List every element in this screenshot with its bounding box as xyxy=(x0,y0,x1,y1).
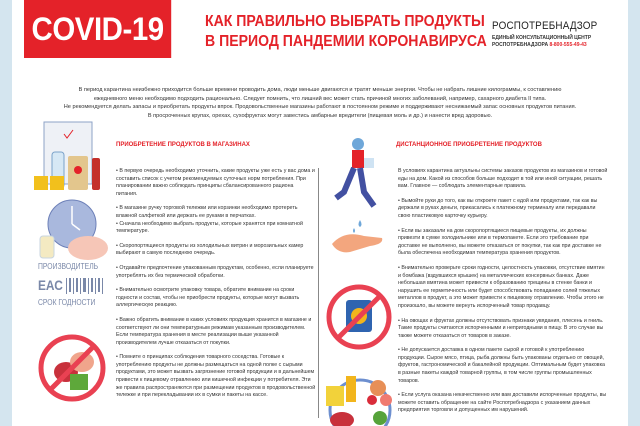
guideline-item: • Не допускается доставка в одном пакете сырой и готовой к употреблению продукции. Сырое мясо, птица, рыба должны быть упакованы отдельно от овощей, фруктов, гастрономической и бакалейной продукции. Оптимальным будет упаковка в разные пакеты каждой товарной группы, в том числе группы промышленных товаров. xyxy=(398,347,605,384)
guideline-item: • Если вы заказали на дом скоропортящиеся пищевые продукты, их должны привезти в сумке холодильнике или в термопакете. Если это требование при доставке не выполнено, вы можете отказаться от покупки, так как при доставке не была обеспечена необходимая температура хранения продуктов. xyxy=(398,227,602,257)
label-expiry: СРОК ГОДНОСТИ xyxy=(38,298,96,307)
guideline-item: • В первую очередь необходимо уточнить, какие продукты уже есть у вас дома и составить список с учетом рекомендуемых суточных норм потребления. При планировании важно соблюдать принципы сбалансированного рациона питания. xyxy=(116,168,315,197)
org-sub-line-1: ЕДИНЫЙ КОНСУЛЬТАЦИОННЫЙ ЦЕНТР xyxy=(492,35,592,41)
guideline-item: • Скоропортящиеся продукты из холодильных витрин и морозильных камер выбирают в самую последнюю очередь. xyxy=(116,242,304,257)
section-title-delivery: ДИСТАНЦИОННОЕ ПРИОБРЕТЕНИЕ ПРОДУКТОВ xyxy=(396,142,542,148)
guideline-item: • Важно обратить внимание в каких условиях продукция хранится в магазине и соответствуют ли они температурным режимам указанным производителем. Если температура хранения в месте реализации выше указанной производителем лучше отказаться от покупки. xyxy=(116,316,312,346)
hotline-phone: 8-800-555-49-43 xyxy=(549,42,587,48)
no-damaged-package-icon xyxy=(326,282,392,352)
intro-text xyxy=(30,86,610,120)
clock-chicken-icon xyxy=(34,196,114,266)
guideline-item: • На овощах и фруктах должны отсутствовать признаки увядания, плесень и гниль. Такие продукты считаются испорченными и непригодными в пищу. В это случае вы также можете отказаться от товаров в заказе. xyxy=(398,317,604,339)
frame-left-border xyxy=(0,0,12,426)
delivery-guidelines xyxy=(398,168,608,422)
guideline-item: • В магазине ручку торговой тележки или корзинки необходимо протереть влажной салфеткой или держать ее руками в перчатках. • Сначала необходимо выбрать продукты, которые хранятся при комнатной температуре. xyxy=(116,205,303,235)
intro-line-1: В период карантина неизбежно приходится больше времени проводить дома, люди меньше двигаются и тратят меньше энергии. Чтобы не набрать лишние килограммы, к составлению xyxy=(78,87,562,93)
page-title xyxy=(205,12,487,52)
label-manufacturer: ПРОИЗВОДИТЕЛЬ xyxy=(38,262,99,271)
guideline-item: • Помните о принципах соблюдения товарного соседства. Готовые к употреблению продукты не должны размещаться на одной полке с сырыми продуктами, это может вызвать загрязнение готовой продукции и в дальнейшем привести к пищевому отравлению или кишечной инфекции у потребителя. Эти же правила распространяются при размещении продуктов в продовольственной тележке и при перекладывании их в сумки и пакеты на кассе. xyxy=(116,354,316,399)
guideline-item: • Если услуга оказана некачественно или вам доставили испорченные продукты, вы можете оставить обращение на сайте Роспотребнадзора с указанием данных предприятия торговли и допущенных им нарушений. xyxy=(398,392,607,414)
guideline-item: • Отдавайте предпочтение упакованным продуктам, особенно, если планируете употреблять их без термической обработки. xyxy=(116,264,314,279)
title-line-1: КАК ПРАВИЛЬНО ВЫБРАТЬ ПРОДУКТЫ xyxy=(205,13,485,30)
guideline-item: • Внимательно осмотрите упаковку товара, обратите внимание на сроки годности и состав, чтобы не приобрести продукты, которые могут вызвать аллергическую реакцию. xyxy=(116,287,300,309)
guideline-item: В условиях карантина актуальны системы заказов продуктов из магазинов и готовой еды на дом. Какой из способов больше подходит в той или иной ситуации, решать вам. Главное — соблюдать элементарные правила. xyxy=(398,168,608,190)
org-sub-line-2: РОСПОТРЕБНАДЗОРА xyxy=(492,42,549,48)
frame-right-border xyxy=(628,0,640,426)
hand-washing-icon xyxy=(330,216,386,256)
guideline-item: • Вымойте руки до того, как вы откроете пакет с едой или продуктами, так как вы держали в руках деньги, прикасались к платежному терминалу или передавали свою пластиковую карточку курьеру. xyxy=(398,197,598,219)
intro-line-4: В просроченных крупах, орехах, сухофруктах могут завестись амбарные вредители (пищевая моль и др.) и нанести вред здоровью. xyxy=(147,112,493,119)
courier-icon xyxy=(330,136,390,212)
no-raw-mixed-food-icon xyxy=(36,332,108,404)
eac-mark: ЕАС xyxy=(38,277,63,293)
guideline-item: • Внимательно проверьте сроки годности, целостность упаковки, отсутствие вмятин и бомбажа (вздувшихся крышек) на металлических консервных банках. Даже небольшая вмятина может привести к образованию трещины в стенке банки и нарушить ее герметичность или будет способствовать попаданию солей тяжелых металлов в продукт, а это может привести к пищевому отравлению. Чтобы этого не произошло, вы можете вернуть испорченный товар продавцу. xyxy=(398,264,605,309)
stores-guidelines xyxy=(116,168,316,407)
org-name: РОСПОТРЕБНАДЗОР xyxy=(492,20,598,32)
covid-badge: COVID-19 xyxy=(24,0,171,58)
intro-line-3: Не рекомендуется делать запасы и приобретать продукты впрок. Продовольственные магазины работают в постоянном режиме и поддерживают неснижаемый запас основных продуктов питания. xyxy=(63,104,577,111)
intro-line-2: ежедневного меню необходимо подходить рационально. Следует помнить, что лишний вес может стать причиной многих заболеваний, например, сахарного диабета II типа. xyxy=(93,95,547,102)
barcode-icon xyxy=(66,278,104,294)
org-contact xyxy=(492,35,591,49)
title-line-2: В ПЕРИОД ПАНДЕМИИ КОРОНАВИРУСА xyxy=(205,33,487,50)
food-groups-circle-icon xyxy=(322,372,398,426)
section-title-stores: ПРИОБРЕТЕНИЕ ПРОДУКТОВ В МАГАЗИНАХ xyxy=(116,142,250,148)
column-divider xyxy=(318,168,319,418)
